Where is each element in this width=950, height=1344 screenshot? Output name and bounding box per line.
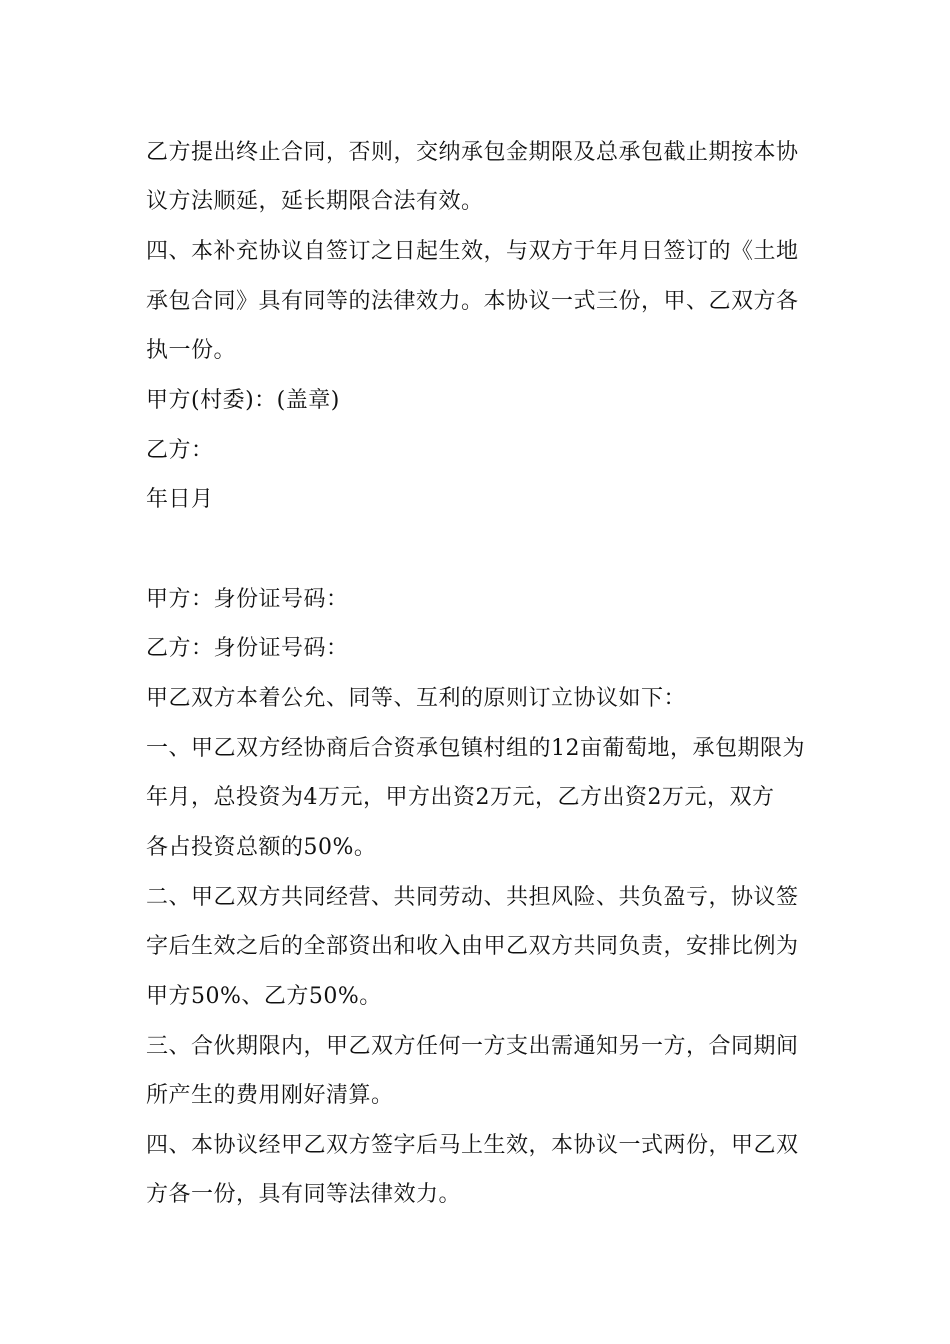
text-line: 三、合伙期限内，甲乙双方任何一方支出需通知另一方，合同期间 bbox=[146, 1034, 799, 1059]
signature-party-b: 乙方： bbox=[146, 438, 214, 463]
text-line: 执一份。 bbox=[146, 338, 237, 363]
text-line: 所产生的费用刚好清算。 bbox=[146, 1083, 394, 1108]
party-a-id-line: 甲方：身份证号码： bbox=[146, 587, 349, 612]
agreement-intro: 甲乙双方本着公允、同等、互利的原则订立协议如下： bbox=[146, 686, 687, 711]
signature-party-a: 甲方(村委)：(盖章) bbox=[146, 388, 340, 413]
text-line: 二、甲乙双方共同经营、共同劳动、共担风险、共负盈亏，协议签 bbox=[146, 885, 799, 910]
party-b-id-line: 乙方：身份证号码： bbox=[146, 636, 349, 661]
text-line: 议方法顺延，延长期限合法有效。 bbox=[146, 189, 484, 214]
text-line: 方各一份，具有同等法律效力。 bbox=[146, 1182, 462, 1207]
signature-date: 年日月 bbox=[146, 487, 214, 512]
text-line: 乙方提出终止合同，否则，交纳承包金期限及总承包截止期按本协 bbox=[146, 140, 799, 165]
text-line: 年月，总投资为4万元，甲方出资2万元，乙方出资2万元，双方 bbox=[146, 785, 775, 810]
text-line: 一、甲乙双方经协商后合资承包镇村组的12亩葡萄地，承包期限为 bbox=[146, 736, 805, 761]
text-line: 字后生效之后的全部资出和收入由甲乙双方共同负责，安排比例为 bbox=[146, 934, 799, 959]
text-line: 甲方50%、乙方50%。 bbox=[146, 984, 382, 1009]
text-line: 四、本协议经甲乙双方签字后马上生效，本协议一式两份，甲乙双 bbox=[146, 1133, 799, 1158]
text-line: 承包合同》具有同等的法律效力。本协议一式三份，甲、乙双方各 bbox=[146, 289, 799, 314]
text-line: 各占投资总额的50%。 bbox=[146, 835, 377, 860]
text-line: 四、本补充协议自签订之日起生效，与双方于年月日签订的《土地 bbox=[146, 239, 799, 264]
